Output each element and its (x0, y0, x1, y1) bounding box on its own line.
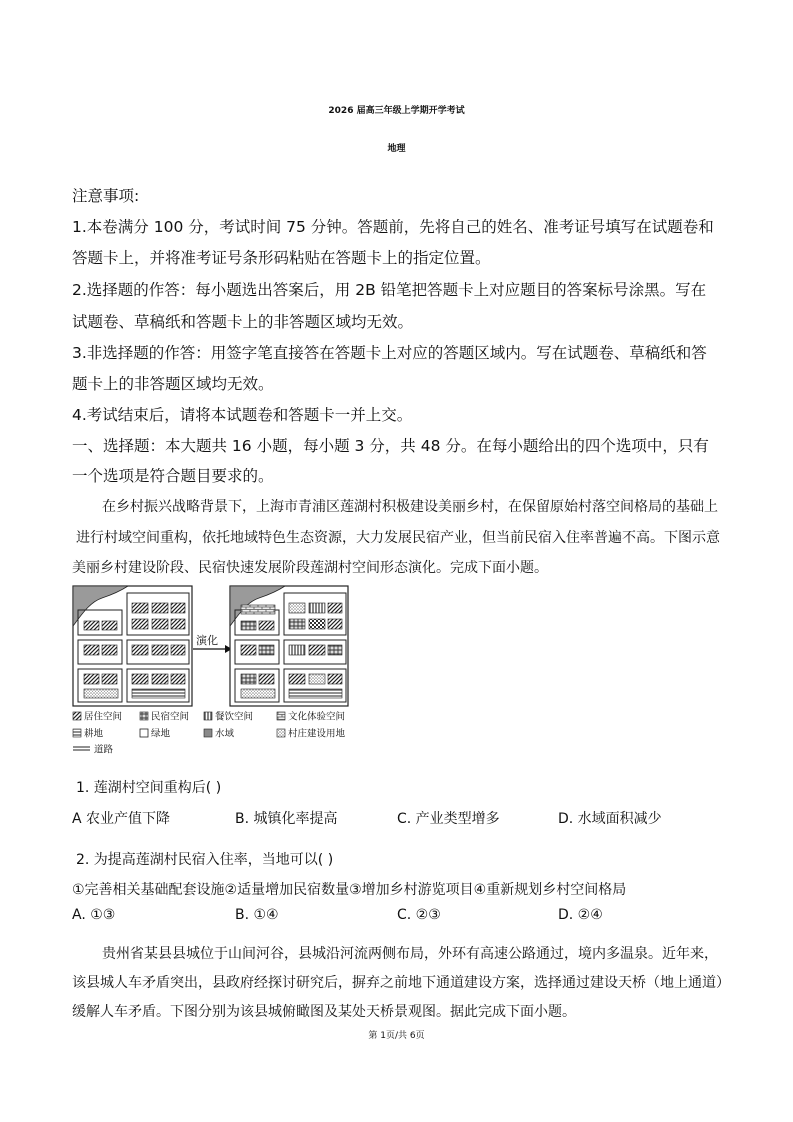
legend-swatch (277, 712, 285, 720)
passage-line: 该县城人车矛盾突出，县政府经探讨研究后，摒弃之前地下通道建设方案，选择通过建设天桥（地上通道） (72, 975, 730, 991)
legend-swatch (204, 729, 212, 737)
legend-label: 绿地 (151, 728, 171, 740)
subject-title: 地理 (387, 144, 406, 154)
question-2-choices: ①完善相关基础配套设施②适量增加民宿数量③增加乡村游览项目④重新规划乡村空间格局 (72, 882, 627, 898)
legend-label: 道路 (94, 744, 114, 756)
question-2-stem: 2. 为提高莲湖村民宿入住率，当地可以( ) (76, 852, 334, 868)
question-2-option-c[interactable]: C. ②③ (397, 907, 441, 923)
question-1-option-b[interactable]: B. 城镇化率提高 (235, 811, 338, 827)
village-evolution-figure (72, 584, 362, 756)
notice-line: 题卡上的非答题区域均无效。 (72, 375, 274, 393)
page-footer: 第 1页/共 6页 (368, 1031, 425, 1041)
notice-heading: 注意事项: (72, 187, 140, 205)
notice-line: 3.非选择题的作答：用签字笔直接答在答题卡上对应的答题区域内。写在试题卷、草稿纸和答 (72, 344, 707, 362)
evolution-arrow (193, 633, 232, 653)
question-2-option-a[interactable]: A. ①③ (72, 907, 116, 923)
section-heading-line: 一个选项是符合题目要求的。 (72, 467, 274, 485)
passage-line: 在乡村振兴战略背景下，上海市青浦区莲湖村积极建设美丽乡村，在保留原始村落空间格局的基础上 (102, 499, 718, 515)
passage-line: 美丽乡村建设阶段、民宿快速发展阶段莲湖村空间形态演化。完成下面小题。 (72, 560, 548, 576)
legend-swatch (73, 712, 81, 720)
question-1-stem: 1. 莲湖村空间重构后( ) (76, 780, 222, 796)
legend-label: 耕地 (84, 728, 104, 740)
legend-label: 居住空间 (84, 711, 123, 723)
arrow-label: 演化 (196, 634, 218, 647)
legend-swatch (140, 729, 148, 737)
passage-line: 贵州省某县县城位于山间河谷，县城沿河流两侧布局，外环有高速公路通过，境内多温泉。近年来， (102, 946, 718, 962)
legend-swatch (73, 729, 81, 737)
notice-line: 4.考试结束后，请将本试题卷和答题卡一并上交。 (72, 406, 413, 424)
legend-label: 餐饮空间 (215, 711, 254, 723)
passage-line: 进行村域空间重构，依托地域特色生态资源，大力发展民宿产业，但当前民宿入住率普遍不高。下图示意 (76, 530, 720, 546)
legend-label: 水域 (215, 728, 235, 740)
notice-line: 试题卷、草稿纸和答题卡上的非答题区域均无效。 (72, 313, 414, 331)
question-1-option-a[interactable]: A 农业产值下降 (72, 811, 171, 827)
figure-legend (73, 711, 346, 756)
question-1-option-c[interactable]: C. 产业类型增多 (397, 811, 500, 827)
legend-label: 文化体验空间 (288, 711, 346, 723)
question-2-option-b[interactable]: B. ①④ (235, 907, 279, 923)
question-2-option-d[interactable]: D. ②④ (558, 907, 603, 923)
exam-title: 2026 届高三年级上学期开学考试 (328, 106, 465, 116)
before-panel (73, 586, 192, 706)
legend-label: 村庄建设用地 (288, 728, 346, 740)
section-heading-line: 一、选择题：本大题共 16 小题，每小题 3 分，共 48 分。在每小题给出的四个选项中，只有 (72, 437, 709, 455)
legend-swatch (204, 712, 212, 720)
legend-label: 民宿空间 (151, 711, 190, 723)
notice-line: 1.本卷满分 100 分，考试时间 75 分钟。答题前，先将自己的姓名、准考证号填写在试题卷和 (72, 218, 714, 236)
after-panel (230, 586, 348, 706)
notice-line: 2.选择题的作答：每小题选出答案后，用 2B 铅笔把答题卡上对应题目的答案标号涂黑。写在 (72, 281, 707, 299)
legend-swatch (277, 729, 285, 737)
passage-line: 缓解人车矛盾。下图分别为该县城俯瞰图及某处天桥景观图。据此完成下面小题。 (72, 1004, 576, 1020)
question-1-option-d[interactable]: D. 水域面积减少 (558, 811, 662, 827)
notice-line: 答题卡上，并将准考证号条形码粘贴在答题卡上的指定位置。 (72, 249, 491, 267)
legend-swatch (140, 712, 148, 720)
